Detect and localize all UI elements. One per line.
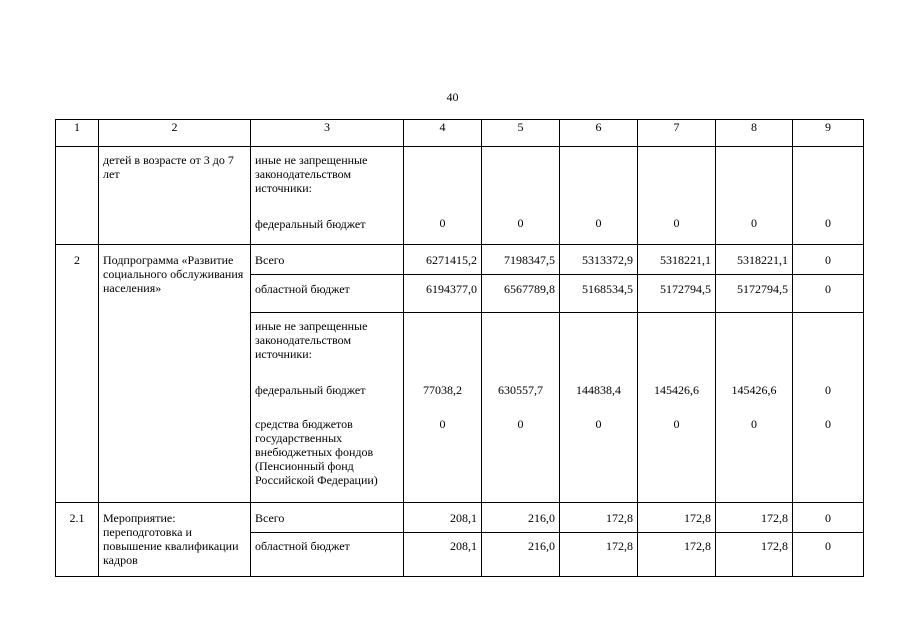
funds-value: 0 [825,417,831,431]
source-cell [251,147,404,245]
value-cell: 0 [793,533,864,577]
spacer [564,397,633,417]
value-cell [482,147,560,245]
value: 0 [673,216,680,230]
spacer [642,397,711,417]
total-label: Всего [251,503,404,533]
budget-table [55,119,864,577]
value-cell [716,313,793,503]
regional-label: областной бюджет [251,533,404,577]
federal-value: 145426,6 [731,383,777,397]
spacer [255,195,399,217]
value-cell: 5172794,5 [716,275,793,313]
value: 0 [517,216,524,230]
regional-label: областной бюджет [251,275,404,313]
funds-value: 0 [751,417,757,431]
row-name-cell: Мероприятие: переподготовка и повышение квалификации кадров [99,503,251,577]
spacer [720,397,788,417]
federal-value: 630557,7 [498,383,543,397]
value-cell: 0 [793,275,864,313]
value-cell: 172,8 [638,503,716,533]
federal-label: федеральный бюджет [255,217,366,231]
value-cell: 7198347,5 [482,245,560,275]
value-cell [404,147,482,245]
value-cell: 172,8 [560,503,638,533]
funds-value: 0 [595,417,602,431]
value-cell [638,147,716,245]
value: 0 [751,216,757,230]
funds-label: средства бюджетов государственных внебюджетных фондов (Пенсионный фонд Российской Федерации) [255,417,378,487]
value-cell: 5168534,5 [560,275,638,313]
header-row [56,120,864,147]
value-cell [404,313,482,503]
value-cell: 172,8 [560,533,638,577]
value: 0 [439,216,446,230]
page-number: 40 [446,90,459,104]
federal-value: 145426,6 [654,383,699,397]
value-cell: 6271415,2 [404,245,482,275]
federal-value: 0 [825,383,831,397]
federal-value: 144838,4 [576,383,621,397]
col-header-4: 4 [404,120,482,147]
value-cell: 0 [793,245,864,275]
table-row-subprogram-total [56,245,864,275]
value-cell [560,313,638,503]
other-sources-label: иные не запрещенные законодательством источники: [255,319,368,361]
total-label: Всего [251,245,404,275]
value-cell: 216,0 [482,503,560,533]
source-cell [251,313,404,503]
spacer [255,397,399,417]
row-name-cell: детей в возрасте от 3 до 7 лет [99,147,251,245]
value-cell [716,147,793,245]
value-cell: 0 [793,503,864,533]
value-cell: 216,0 [482,533,560,577]
value: 0 [825,216,831,230]
value-cell: 172,8 [638,533,716,577]
value-cell [560,147,638,245]
value-cell: 6567789,8 [482,275,560,313]
spacer [797,397,859,417]
spacer [408,397,477,417]
col-header-8: 8 [716,120,793,147]
col-header-3: 3 [251,120,404,147]
col-header-6: 6 [560,120,638,147]
funds-value: 0 [673,417,680,431]
funds-value: 0 [517,417,524,431]
value-cell: 208,1 [404,503,482,533]
row-name-cell: Подпрограмма «Развитие социального обслуживания населения» [99,245,251,503]
value-cell: 5313372,9 [560,245,638,275]
value-cell: 6194377,0 [404,275,482,313]
other-sources-label: иные не запрещенные законодательством источники: [255,153,368,195]
spacer [486,397,555,417]
col-header-2: 2 [99,120,251,147]
table-row-continuation [56,147,864,245]
col-header-1: 1 [56,120,99,147]
value-cell [793,147,864,245]
value-cell [638,313,716,503]
value-cell [793,313,864,503]
value-cell: 5318221,1 [716,245,793,275]
funds-value: 0 [439,417,446,431]
federal-label: федеральный бюджет [255,383,366,397]
value-cell: 172,8 [716,533,793,577]
col-header-7: 7 [638,120,716,147]
value-cell: 208,1 [404,533,482,577]
row-number-cell: 2 [56,245,99,503]
table-row-measure-total [56,503,864,533]
row-number-cell [56,147,99,245]
value-cell: 172,8 [716,503,793,533]
value-cell: 5318221,1 [638,245,716,275]
value-cell [482,313,560,503]
value-cell: 5172794,5 [638,275,716,313]
col-header-9: 9 [793,120,864,147]
federal-value: 77038,2 [423,383,462,397]
row-number-cell: 2.1 [56,503,99,577]
value: 0 [595,216,602,230]
spacer [255,361,399,383]
col-header-5: 5 [482,120,560,147]
